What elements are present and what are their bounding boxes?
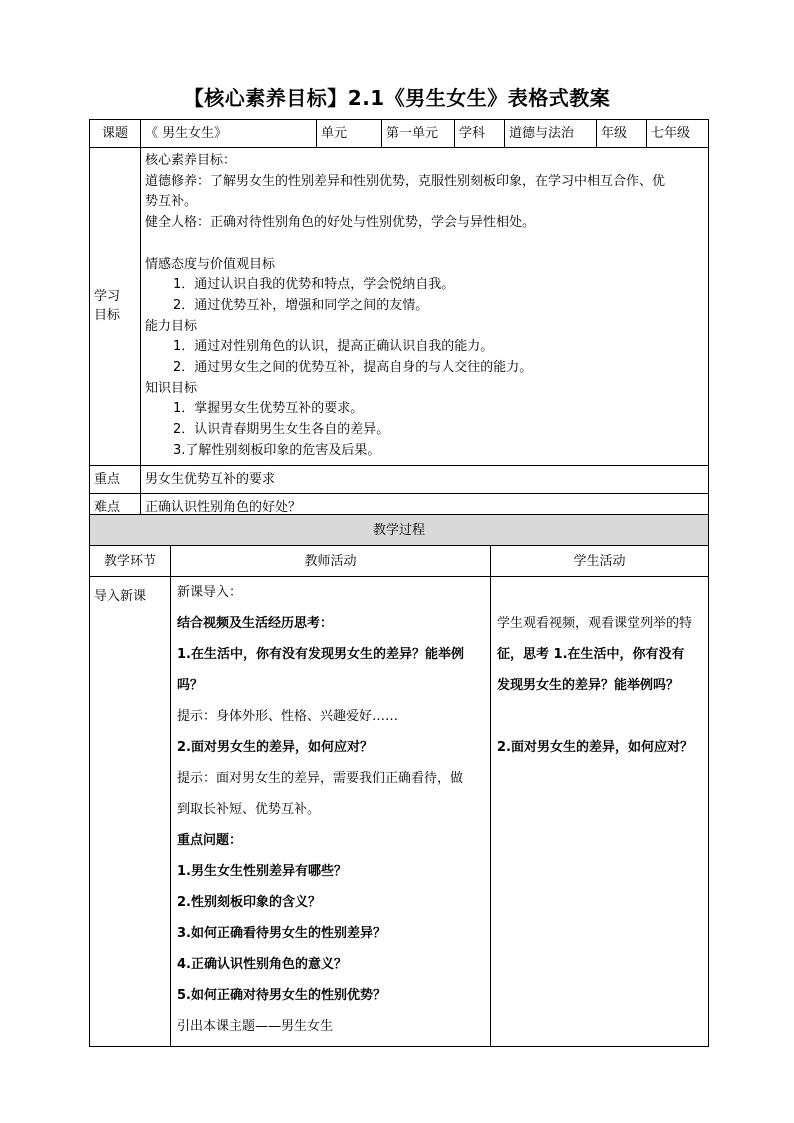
page-title: 【核心素养目标】2.1《男生女生》表格式教案 (183, 86, 611, 110)
process-header-row (90, 546, 709, 577)
teacher-line: 提示：身体外形、性格、兴趣爱好…… (177, 709, 399, 724)
difficulty-value: 正确认识性别角色的好处？ (141, 493, 709, 521)
teacher-line: 提示：面对男女生的差异，需要我们正确看待，做 (177, 771, 464, 786)
teacher-line: 引出本课主题——男生女生 (177, 1019, 334, 1034)
unit-label: 单元 (317, 120, 382, 148)
teacher-line: 新课导入： (177, 585, 243, 600)
goal-line: 2．通过优势互补，增强和同学之间的友情。 (173, 297, 429, 313)
student-activity (491, 577, 709, 1047)
process-title-row (90, 515, 709, 546)
process-row (90, 577, 709, 1047)
student-line: 发现男女生的差异？能举例吗？ (497, 678, 680, 693)
goal-line: 能力目标 (145, 318, 198, 334)
goal-line-blank (145, 234, 704, 255)
goals-label-line1: 学习 (94, 289, 121, 305)
teacher-line: 结合视频及生活经历思考： (177, 616, 334, 631)
goals-label (90, 148, 141, 466)
teacher-line: 2.面对男女生的差异，如何应对？ (177, 740, 373, 755)
goal-line: 道德修养：了解男女生的性别差异和性别优势，克服性别刻板印象，在学习中相互合作、优 (145, 173, 666, 189)
teaching-process-table (89, 514, 709, 1047)
stage-name: 导入新课 (90, 577, 171, 1047)
teacher-line: 1.在生活中，你有没有发现男女生的差异？能举例 (177, 647, 464, 662)
key-point-label: 重点 (90, 465, 141, 493)
topic-label: 课题 (90, 120, 141, 148)
goal-line: 健全人格：正确对待性别角色的好处与性别优势，学会与异性相处。 (145, 215, 536, 231)
goal-line: 知识目标 (145, 380, 198, 396)
grade-label: 年级 (597, 120, 647, 148)
grade-value: 七年级 (647, 120, 709, 148)
teacher-line: 吗？ (177, 678, 204, 693)
student-line: 征，思考 1.在生活中，你有没有 (497, 647, 685, 662)
col-teacher-header: 教师活动 (171, 546, 491, 577)
teacher-activity (171, 577, 491, 1047)
col-student-header: 学生活动 (491, 546, 709, 577)
teacher-line: 1.男生女生性别差异有哪些？ (177, 864, 347, 879)
process-section-title: 教学过程 (90, 515, 709, 546)
teacher-line: 4.正确认识性别角色的意义？ (177, 957, 347, 972)
unit-value: 第一单元 (382, 120, 455, 148)
goal-line: 核心素养目标： (145, 153, 237, 168)
goal-line: 2．通过男女生之间的优势互补，提高自身的与人交往的能力。 (173, 360, 533, 376)
subject-value: 道德与法治 (505, 120, 597, 148)
student-line-blank (497, 701, 704, 732)
goal-line: 3.了解性别刻板印象的危害及后果。 (173, 442, 381, 458)
teacher-line: 2.性别刻板印象的含义？ (177, 895, 321, 910)
goals-content (141, 148, 709, 466)
teacher-line: 3.如何正确看待男女生的性别差异？ (177, 926, 386, 941)
goal-line: 1．掌握男女生优势互补的要求。 (173, 401, 364, 417)
goal-line: 情感态度与价值观目标 (145, 256, 276, 272)
col-stage-header: 教学环节 (90, 546, 171, 577)
teacher-line: 到取长补短、优势互补。 (177, 802, 321, 817)
student-line: 学生观看视频，观看课堂列举的特 (497, 616, 693, 631)
goal-line: 势互补。 (145, 194, 198, 210)
goals-row (90, 148, 709, 466)
subject-label: 学科 (455, 120, 505, 148)
difficulty-label: 难点 (90, 493, 141, 521)
header-row (90, 120, 709, 148)
goal-line: 1．通过对性别角色的认识，提高正确认识自我的能力。 (173, 339, 494, 355)
goals-label-line2: 目标 (94, 308, 121, 324)
student-line: 2.面对男女生的差异，如何应对？ (497, 740, 693, 755)
topic-value: 《 男生女生》 (141, 120, 317, 148)
goal-line: 2．认识青春期男生女生各自的差异。 (173, 422, 390, 438)
key-point-value: 男女生优势互补的要求 (141, 465, 709, 493)
key-point-row (90, 465, 709, 493)
lesson-info-table (89, 119, 709, 522)
goal-line: 1．通过认识自我的优势和特点，学会悦纳自我。 (173, 277, 455, 293)
teacher-line: 重点问题： (177, 833, 243, 848)
teacher-line: 5.如何正确对待男女生的性别优势？ (177, 988, 386, 1003)
